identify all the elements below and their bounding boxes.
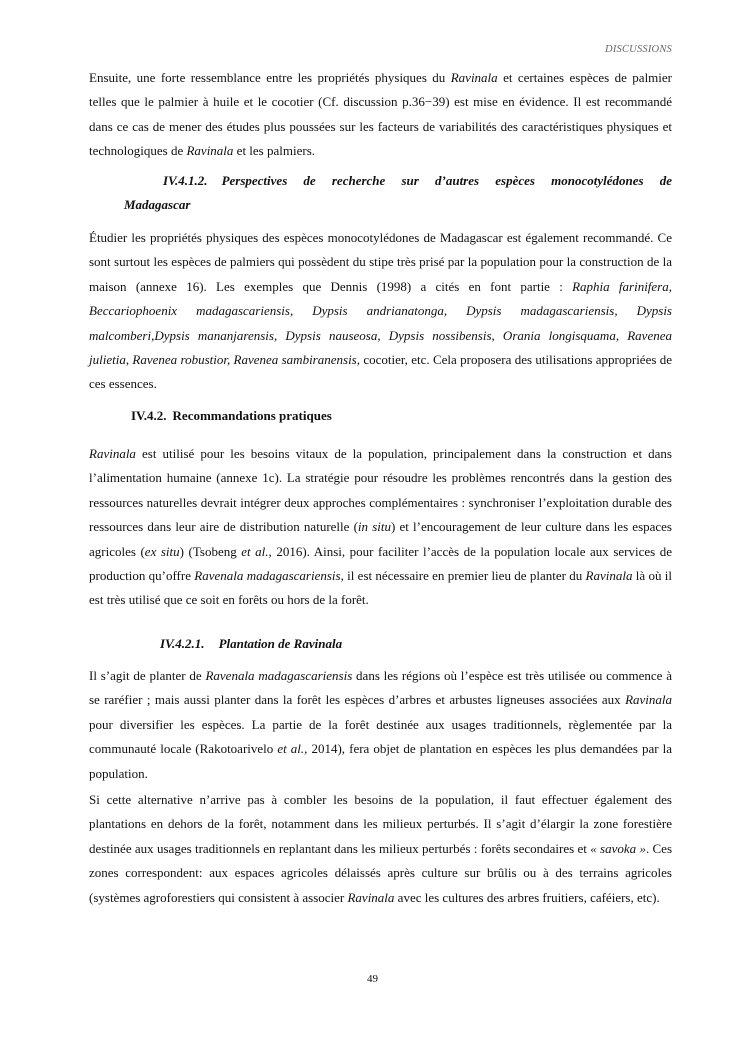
text-run: Ensuite, une forte ressemblance entre les propriétés physiques du [89, 70, 451, 85]
text-run: pour diversifier les espèces. La partie de la forêt destinée aux usages traditionnels, règlementée par la communauté locale (Rakotoarivelo [89, 716, 672, 757]
species-name: Ravinala [450, 70, 498, 85]
species-name: Ravinala [625, 692, 672, 708]
species-name: Ravenala madagascariensis [205, 668, 353, 683]
page-number: 49 [367, 973, 378, 985]
section-heading-4-2 [131, 404, 332, 428]
text-run: cocotier, etc. Cela proposera des utilisations appropriées de ces essences. [89, 352, 672, 392]
heading-title: Recommandations pratiques [172, 408, 332, 423]
paragraph-monocots [89, 226, 672, 397]
paragraph-alternative [89, 788, 672, 910]
running-header: DISCUSSIONS [605, 44, 672, 55]
heading-number: IV.4.2. [131, 408, 167, 423]
text-run: , il est nécessaire en premier lieu de planter du [340, 568, 586, 584]
text-run: avec les cultures des arbres fruitiers, caféiers, etc). [394, 889, 660, 905]
heading-title: Perspectives de recherche sur d’autres espèces monocotylédones de [221, 173, 672, 188]
citation-etal: et al. [241, 543, 269, 559]
species-name: Ravinala [89, 446, 136, 461]
species-name: Ravenala madagascariensis [194, 568, 341, 584]
heading-number: IV.4.1.2. [163, 173, 208, 188]
text-run: ) et l’encouragement de leur culture dans les espaces agricoles ( [89, 519, 672, 559]
latin-term: in situ [357, 519, 391, 535]
section-heading-4-1-2 [163, 169, 672, 193]
text-run: là où il est très utilisé que ce soit en forêts ou hors de la forêt. [89, 568, 673, 608]
text-run: dans les régions où l’espèce est très utilisée ou commence à se raréfier ; mais aussi planter dans la forêt les espèces d’arbres et arbustes ligneuses associées aux [89, 668, 672, 708]
text-run: . Ces zones correspondent: aux espaces agricoles délaissés après culture sur brûlis ou à des terrains agricoles (systèmes agroforestiers qui consistent à associer [89, 840, 673, 905]
text-run: et les palmiers. [233, 143, 316, 159]
text-run: Si cette alternative n’arrive pas à combler les besoins de la population, il faut effectuer également des plantations en dehors de la forêt, notamment dans les milieux perturbés. Il s’agit d’élargir la zone forestière destinée aux usages traditionnels en replantant dans les milieux perturbés : forêts secondaires et [89, 792, 672, 856]
text-run: et certaines espèces de palmier telles que le palmier à huile et le cocotier (Cf. discussion p.36−39) est mise en évidence. Il est recommandé dans ce cas de mener des études plus poussées sur les facteurs de variabilités des caractéristiques physiques et technologiques de [89, 70, 672, 159]
species-name: Ravinala [347, 889, 395, 905]
species-name: Ravinala [585, 568, 633, 584]
section-heading-4-1-2-line2: Madagascar [124, 197, 191, 212]
citation-etal: et al., [277, 741, 308, 757]
heading-title: Plantation de Ravinala [218, 636, 343, 651]
text-run: 2014), fera objet de plantation en espèces les plus demandées par la population. [89, 741, 672, 781]
text-run: , 2016). Ainsi, pour faciliter l’accès de la population locale aux services de production qu’offre [89, 543, 672, 584]
section-heading-4-2-1 [160, 632, 342, 656]
paragraph-recommendations [89, 442, 672, 613]
paragraph-resemblance [89, 66, 672, 164]
latin-term: ex situ [144, 543, 180, 559]
species-name: Ravinala [186, 143, 234, 159]
text-run: est utilisé pour les besoins vitaux de la population, principalement dans la construction et dans l’alimentation humaine (annexe 1c). La stratégie pour résoudre les problèmes rencontrés dans la gestion des ressources naturelles devrait intégrer deux approches complémentaires : synchroniser l’exploitation durable des ressources dans leur aire de distribution naturelle ( [89, 446, 672, 535]
text-run: Étudier les propriétés physiques des espèces monocotylédones de Madagascar est également recommandé. Ce sont surtout les espèces de palmiers qui possèdent du stipe très prisé par la population pour la construction de la maison (annexe 16). Les exemples que Dennis (1998) a cités en font partie : [89, 230, 672, 294]
local-term: « savoka » [590, 840, 646, 856]
paragraph-plantation [89, 664, 672, 786]
heading-number: IV.4.2.1. [160, 636, 205, 651]
text-run: Il s’agit de planter de [89, 668, 206, 683]
text-run: ) (Tsobeng [179, 543, 242, 559]
species-list: Raphia farinifera, Beccariophoenix madagascariensis, Dypsis andrianatonga, Dypsis madagascariensis, Dypsis malcomberi,Dypsis mananjarensis, Dypsis nauseosa, Dypsis nossibensis, Orania longisquama, Ravenea julietia, Ravenea robustior, Ravenea sambiranensis, [89, 278, 672, 368]
